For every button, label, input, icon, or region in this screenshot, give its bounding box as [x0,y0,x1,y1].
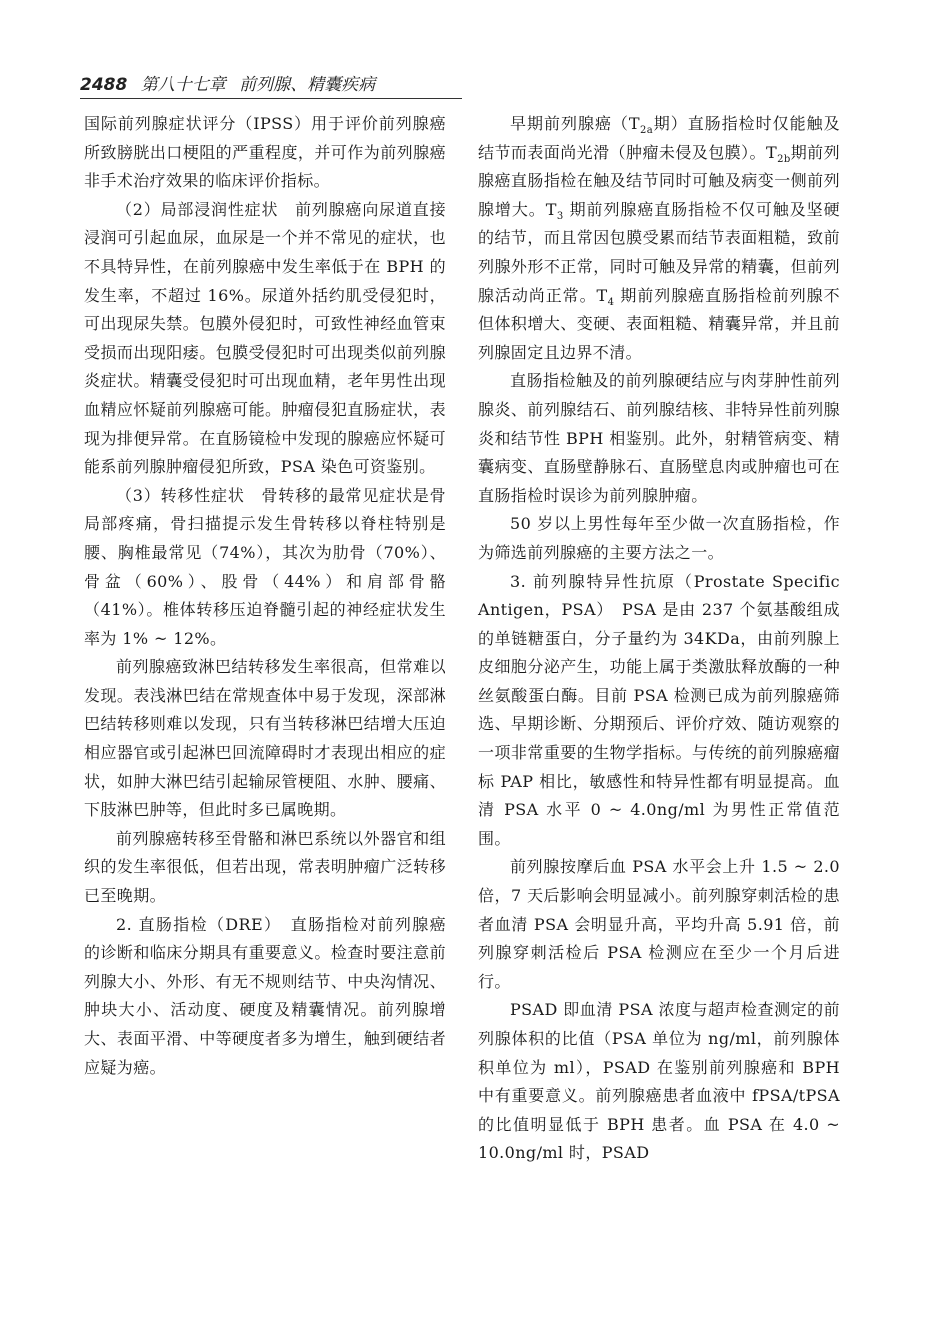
header-rule [80,98,462,99]
left-column [84,110,446,1082]
paragraph-psa-massage: 前列腺按摩后血 PSA 水平会上升 1.5 ~ 2.0 倍，7 天后影响会明显减小。前列腺穿刺活检的患者血清 PSA 会明显升高，平均升高 5.91 倍，前列腺穿刺活检后 PSA 检测应在至少一个月后进行。 [478,857,840,991]
right-column [478,110,840,1168]
paragraph-differential: 直肠指检触及的前列腺硬结应与肉芽肿性前列腺炎、前列腺结石、前列腺结核、非特异性前列腺炎和结节性 BPH 相鉴别。此外，射精管病变、精囊病变、直肠壁静脉石、直肠壁息肉或肿瘤也可在直肠指检时误诊为前列腺肿瘤。 [478,371,840,505]
paragraph-t-stage: 早期前列腺癌（$T_{2a}$期）直肠指检时仅能触及结节而表面尚光滑（肿瘤未侵及包膜）。$T_{2b}$期前列腺癌直肠指检在触及结节同时可触及病变一侧前列腺增大。$T_3$ 期前列腺癌直肠指检不仅可触及坚硬的结节，而且常因包膜受累而结节表面粗糙，致前列腺外形不正常，同时可触及异常的精囊，但前列腺活动尚正常。$T_4$ 期前列腺癌直肠指检前列腺不但体积增大、变硬、表面粗糙、精囊异常，并且前列腺固定且边界不清。 [478,114,840,362]
page-number: 2488 [80,75,128,95]
paragraph-ipss: 国际前列腺症状评分（IPSS）用于评价前列腺癌所致膀胱出口梗阻的严重程度，并可作为前列腺癌非手术治疗效果的临床评价指标。 [84,114,446,191]
paragraph-psad: PSAD 即血清 PSA 浓度与超声检查测定的前列腺体积的比值（PSA 单位为 ng/ml，前列腺体积单位为 ml），PSAD 在鉴别前列腺癌和 BPH 中有重要意义。前列腺癌患者血液中 fPSA/tPSA 的比值明显低于 BPH 患者。血 PSA 在 4.0 ~ 10.0ng/ml 时，PSAD [478,1000,840,1163]
paragraph-lymph-node: 前列腺癌致淋巴结转移发生率很高，但常难以发现。表浅淋巴结在常规查体中易于发现，深部淋巴结转移则难以发现，只有当转移淋巴结增大压迫相应器官或引起淋巴回流障碍时才表现出相应的症状，如肿大淋巴结引起输尿管梗阻、水肿、腰痛、下肢淋巴肿等，但此时多已属晚期。 [84,657,446,820]
paragraph-local-invasion: （2）局部浸润性症状 前列腺癌向尿道直接浸润可引起血尿，血尿是一个并不常见的症状，也不具特异性，在前列腺癌中发生率低于在 BPH 的发生率，不超过 16%。尿道外括约肌受侵犯时，可出现尿失禁。包膜外侵犯时，可致性神经血管束受损而出现阳痿。包膜受侵犯时可出现类似前列腺炎症状。精囊受侵犯时可出现血精，老年男性出现血精应怀疑前列腺癌可能。肿瘤侵犯直肠症状，表现为排便异常。在直肠镜检中发现的腺癌应怀疑可能系前列腺肿瘤侵犯所致，PSA 染色可资鉴别。 [84,199,446,477]
chapter-label: 第八十七章 [140,75,226,95]
paragraph-metastatic-symptoms: （3）转移性症状 骨转移的最常见症状是骨局部疼痛，骨扫描提示发生骨转移以脊柱特别是腰、胸椎最常见（74%），其次为肋骨（70%）、骨盆（60%）、股骨（44%）和肩部骨骼（41%）。椎体转移压迫脊髓引起的神经症状发生率为 1% ~ 12%。 [84,485,446,648]
paragraph-screening: 50 岁以上男性每年至少做一次直肠指检，作为筛选前列腺癌的主要方法之一。 [478,514,840,562]
paragraph-dre: 2. 直肠指检（DRE） 直肠指检对前列腺癌的诊断和临床分期具有重要意义。检查时要注意前列腺大小、外形、有无不规则结节、中央沟情况、肿块大小、活动度、硬度及精囊情况。前列腺增大、表面平滑、中等硬度者多为增生，触到硬结者应疑为癌。 [84,914,446,1077]
running-header [80,70,460,95]
paragraph-psa: 3. 前列腺特异性抗原（Prostate Specific Antigen，PSA） PSA 是由 237 个氨基酸组成的单链糖蛋白，分子量约为 34KDa，由前列腺上皮细胞分泌产生，功能上属于类激肽释放酶的一种丝氨酸蛋白酶。目前 PSA 检测已成为前列腺癌筛选、早期诊断、分期预后、评价疗效、随访观察的一项非常重要的生物学指标。与传统的前列腺癌瘤标 PAP 相比，敏感性和特异性都有明显提高。血清 PSA 水平 0 ~ 4.0ng/ml 为男性正常值范围。 [478,571,840,848]
section-title: 前列腺、精囊疾病 [239,75,376,95]
paragraph-other-organs: 前列腺癌转移至骨骼和淋巴系统以外器官和组织的发生率很低，但若出现，常表明肿瘤广泛转移已至晚期。 [84,828,446,906]
